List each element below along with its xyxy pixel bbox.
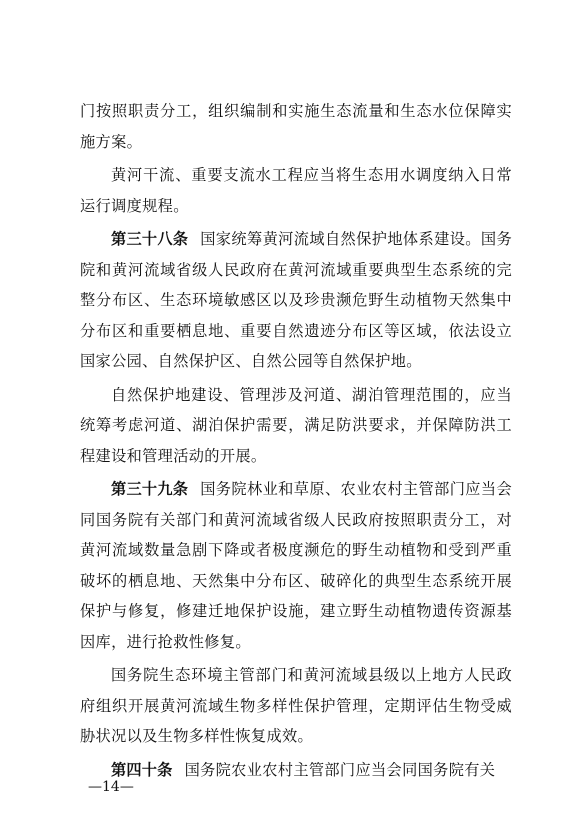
paragraph-text: 国务院生态环境主管部门和黄河流域县级以上地方人民政府组织开展黄河流域生物多样性保护管理，定期评估生物受威胁状况以及生物多样性恢复成效。 <box>80 666 512 745</box>
document-body <box>80 96 512 788</box>
article-title: 第三十九条 <box>111 480 189 498</box>
article-38 <box>80 224 512 377</box>
article-40 <box>80 755 512 786</box>
article-title: 第四十条 <box>111 760 173 779</box>
paragraph-p2 <box>80 160 512 221</box>
paragraph-text: 国务院农业农村主管部门应当会同国务院有关 <box>184 760 496 779</box>
paragraph-text: 黄河干流、重要支流水工程应当将生态用水调度纳入日常运行调度规程。 <box>80 166 512 215</box>
paragraph-p4 <box>80 380 512 472</box>
paragraph-p6 <box>80 660 512 752</box>
paragraph-text: 国家统筹黄河流域自然保护地体系建设。国务院和黄河流域省级人民政府在黄河流域重要典型生态系统的完整分布区、生态环境敏感区以及珍贵濒危野生动植物天然集中分布区和重要栖息地、重要自然遗迹分布区等区域，依法设立国家公园、自然保护区、自然公园等自然保护地。 <box>80 230 513 370</box>
paragraph-text: 门按照职责分工，组织编制和实施生态流量和生态水位保障实施方案。 <box>80 102 512 151</box>
article-title: 第三十八条 <box>111 230 189 248</box>
article-39 <box>80 474 512 657</box>
paragraph-text: 国务院林业和草原、农业农村主管部门应当会同国务院有关部门和黄河流域省级人民政府按照职责分工，对黄河流域数量急剧下降或者极度濒危的野生动植物和受到严重破坏的栖息地、天然集中分布区、破碎化的典型生态系统开展保护与修复，修建迁地保护设施，建立野生动植物遗传资源基因库，进行抢救性修复。 <box>80 480 513 651</box>
paragraph-text: 自然保护地建设、管理涉及河道、湖泊管理范围的，应当统筹考虑河道、湖泊保护需要，满足防洪要求，并保障防洪工程建设和管理活动的开展。 <box>80 385 512 465</box>
paragraph-p1 <box>80 96 512 157</box>
page-number: —14— <box>88 779 134 795</box>
